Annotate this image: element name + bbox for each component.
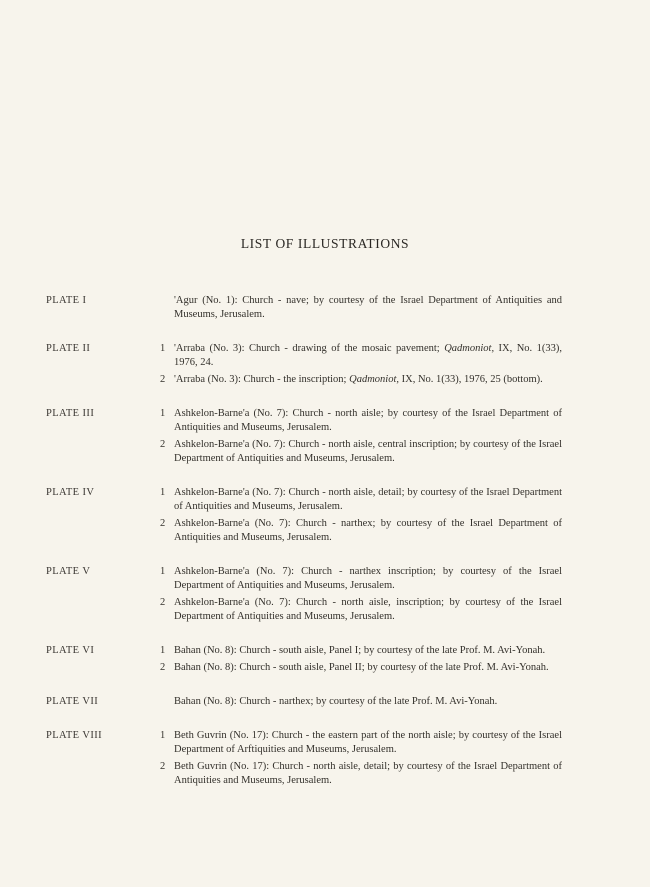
plate-captions bbox=[160, 342, 562, 387]
caption-text: Bahan (No. 8): Church - narthex; by courtesy of the late Prof. M. Avi-Yonah. bbox=[174, 696, 498, 707]
plate-entry bbox=[0, 294, 650, 322]
plate-entry bbox=[0, 729, 650, 788]
caption-entry bbox=[160, 565, 562, 593]
plate-label: PLATE VII bbox=[46, 696, 99, 707]
caption-text: Ashkelon-Barne'a (No. 7): Church - narthex; by courtesy of the Israel Department of Antiquities and Museums, Jerusalem. bbox=[174, 518, 562, 543]
caption-number: 2 bbox=[160, 662, 166, 673]
caption-entry bbox=[160, 596, 562, 624]
caption-number: 2 bbox=[160, 597, 166, 608]
caption-number: 2 bbox=[160, 518, 166, 529]
plate-entry bbox=[0, 644, 650, 675]
plate-entry bbox=[0, 565, 650, 624]
caption-text: Ashkelon-Barne'a (No. 7): Church - narthex inscription; by courtesy of the Israel Department of Antiquities and Museums, Jerusalem. bbox=[174, 566, 562, 591]
caption-text-main: 'Arraba (No. 3): Church - drawing of the mosaic pavement; bbox=[174, 343, 445, 354]
caption-entry bbox=[160, 342, 562, 370]
plate-captions bbox=[160, 695, 562, 709]
caption-text: Ashkelon-Barne'a (No. 7): Church - north aisle, detail; by courtesy of the Israel Department of Antiquities and Museums, Jerusalem. bbox=[174, 487, 562, 512]
plate-captions bbox=[160, 407, 562, 466]
plate-entry bbox=[0, 407, 650, 466]
caption-text bbox=[174, 373, 562, 387]
plate-entry bbox=[0, 342, 650, 387]
caption-entry bbox=[160, 695, 562, 709]
plate-label: PLATE I bbox=[46, 295, 87, 306]
caption-text-main: 'Arraba (No. 3): Church - the inscription; bbox=[174, 374, 350, 385]
caption-entry bbox=[160, 644, 562, 658]
caption-number: 1 bbox=[160, 487, 166, 498]
caption-entry bbox=[160, 373, 562, 387]
plate-captions bbox=[160, 565, 562, 624]
caption-journal: Qadmoniot, bbox=[349, 374, 399, 385]
caption-text: Ashkelon-Barne'a (No. 7): Church - north aisle, central inscription; by courtesy of the Israel Department of Antiquities and Museums, Jerusalem. bbox=[174, 439, 562, 464]
caption-journal: Qadmoniot, bbox=[444, 343, 495, 354]
caption-number: 1 bbox=[160, 566, 166, 577]
plate-label: PLATE VI bbox=[46, 645, 95, 656]
plate-captions bbox=[160, 294, 562, 322]
caption-text-tail: IX, No. 1(33), 1976, 25 (bottom). bbox=[398, 374, 543, 385]
caption-entry bbox=[160, 407, 562, 435]
caption-text: Ashkelon-Barne'a (No. 7): Church - north aisle; by courtesy of the Israel Department of Antiquities and Museums, Jerusalem. bbox=[174, 408, 562, 433]
page-title: LIST OF ILLUSTRATIONS bbox=[240, 236, 410, 251]
caption-entry bbox=[160, 517, 562, 545]
plate-entry bbox=[0, 695, 650, 709]
plate-label: PLATE V bbox=[46, 566, 91, 577]
caption-entry bbox=[160, 729, 562, 757]
caption-number: 1 bbox=[160, 730, 166, 741]
plate-label: PLATE II bbox=[46, 343, 91, 354]
illustrations-list bbox=[0, 294, 650, 808]
caption-text: 'Agur (No. 1): Church - nave; by courtesy of the Israel Department of Antiquities and Museums, Jerusalem. bbox=[174, 295, 562, 320]
caption-text: Bahan (No. 8): Church - south aisle, Panel I; by courtesy of the late Prof. M. Avi-Yonah. bbox=[174, 645, 546, 656]
caption-number: 2 bbox=[160, 761, 166, 772]
caption-text: Bahan (No. 8): Church - south aisle, Panel II; by courtesy of the late Prof. M. Avi-Yonah. bbox=[174, 662, 549, 673]
caption-text-tail: IX, No. 1(33), 1976, 24. bbox=[174, 343, 562, 368]
plate-label: PLATE III bbox=[46, 408, 95, 419]
caption-number: 2 bbox=[160, 439, 166, 450]
plate-label: PLATE IV bbox=[46, 487, 95, 498]
caption-number: 1 bbox=[160, 645, 166, 656]
caption-entry bbox=[160, 661, 562, 675]
caption-text: Beth Guvrin (No. 17): Church - the eastern part of the north aisle; by courtesy of the Israel Department of Arftiquities and Museums, Jerusalem. bbox=[174, 730, 562, 755]
caption-entry bbox=[160, 294, 562, 322]
plate-label: PLATE VIII bbox=[46, 730, 103, 741]
caption-text: Beth Guvrin (No. 17): Church - north aisle, detail; by courtesy of the Israel Department of Antiquities and Museums, Jerusalem. bbox=[174, 761, 562, 786]
caption-number: 2 bbox=[160, 374, 166, 385]
caption-text bbox=[174, 342, 562, 370]
caption-entry bbox=[160, 438, 562, 466]
caption-text: Ashkelon-Barne'a (No. 7): Church - north aisle, inscription; by courtesy of the Israel Department of Antiquities and Museums, Jerusalem. bbox=[174, 597, 562, 622]
plate-captions bbox=[160, 644, 562, 675]
plate-captions bbox=[160, 486, 562, 545]
plate-captions bbox=[160, 729, 562, 788]
caption-entry bbox=[160, 486, 562, 514]
caption-number: 1 bbox=[160, 408, 166, 419]
caption-entry bbox=[160, 760, 562, 788]
plate-entry bbox=[0, 486, 650, 545]
caption-number: 1 bbox=[160, 343, 166, 354]
